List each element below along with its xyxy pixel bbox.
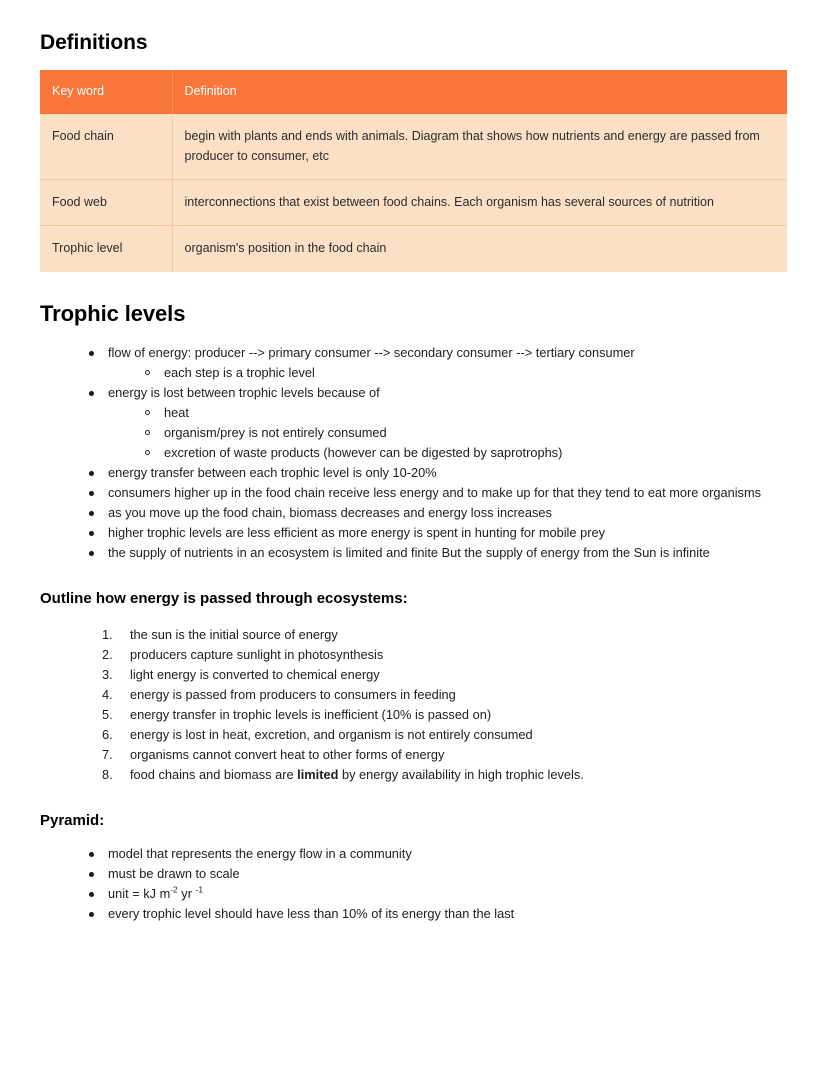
list-item: every trophic level should have less than 10% of its energy than the last (86, 904, 788, 924)
list-item (142, 443, 788, 463)
list-item-text: heat (164, 404, 189, 420)
list-item (86, 884, 788, 904)
table-row (40, 180, 787, 226)
list-item (102, 765, 788, 785)
cell-definition: begin with plants and ends with animals. Diagram that shows how nutrients and energy are passed from producer to consumer, etc (172, 114, 787, 180)
pyramid-list (40, 830, 788, 924)
list-item: consumers higher up in the food chain receive less energy and to make up for that they tend to eat more organisms (86, 483, 788, 503)
pyramid-heading: Pyramid: (40, 811, 105, 829)
list-item (142, 403, 788, 423)
list-item-text: organism/prey is not entirely consumed (164, 424, 387, 440)
step-text-before: food chains and biomass are (130, 766, 298, 782)
trophic-sublist (108, 363, 788, 383)
list-item-text: energy is lost between trophic levels because of (108, 384, 380, 400)
cell-key-word: Food chain (40, 114, 172, 180)
list-item: energy transfer in trophic levels is inefficient (10% is passed on) (130, 706, 492, 722)
list-item-text: each step is a trophic level (164, 364, 315, 380)
table-row (40, 114, 787, 180)
trophic-sublist (108, 403, 788, 463)
list-item-text: excretion of waste products (however can be digested by saprotrophs) (164, 444, 563, 460)
cell-key-word: Trophic level (40, 226, 172, 272)
list-item: must be drawn to scale (86, 864, 788, 884)
list-item: organisms cannot convert heat to other forms of energy (130, 746, 445, 762)
step-text-bold: limited (297, 766, 339, 782)
step-text-after: by energy availability in high trophic levels. (338, 766, 584, 782)
list-item: the supply of nutrients in an ecosystem is limited and finite But the supply of energy from the Sun is infinite (86, 543, 788, 563)
list-item: light energy is converted to chemical energy (130, 666, 380, 682)
unit-prefix: unit = kJ m (108, 886, 171, 902)
trophic-levels-list (40, 327, 788, 562)
outline-steps-list (40, 609, 788, 785)
trophic-levels-heading: Trophic levels (40, 300, 186, 326)
table-row (40, 226, 787, 272)
unit-exponent-year: -1 (195, 884, 204, 895)
list-item: energy is passed from producers to consumers in feeding (130, 686, 456, 702)
list-item: energy is lost in heat, excretion, and organism is not entirely consumed (130, 726, 533, 742)
column-header-definition: Definition (172, 70, 787, 113)
list-item: as you move up the food chain, biomass decreases and energy loss increases (86, 503, 788, 523)
list-item (86, 383, 788, 463)
unit-middle: yr (177, 886, 196, 902)
list-item: model that represents the energy flow in a community (86, 844, 788, 864)
definitions-heading: Definitions (40, 31, 148, 54)
list-item (142, 363, 788, 383)
list-item-text: flow of energy: producer --> primary consumer --> secondary consumer --> tertiary consumer (108, 345, 635, 360)
list-item: energy transfer between each trophic level is only 10-20% (86, 463, 788, 483)
definitions-table (40, 70, 787, 271)
outline-heading: Outline how energy is passed through ecosystems: (40, 590, 408, 608)
cell-definition: organism's position in the food chain (172, 226, 787, 272)
column-header-key-word: Key word (40, 70, 172, 113)
list-item: producers capture sunlight in photosynthesis (130, 646, 384, 662)
list-item: higher trophic levels are less efficient as more energy is spent in hunting for mobile prey (86, 523, 788, 543)
unit-exponent-area: -2 (170, 884, 178, 895)
cell-definition: interconnections that exist between food chains. Each organism has several sources of nutrition (172, 180, 787, 226)
list-item (86, 343, 788, 383)
cell-key-word: Food web (40, 180, 172, 226)
table-header-row (40, 70, 787, 113)
list-item: the sun is the initial source of energy (130, 626, 338, 642)
list-item (142, 423, 788, 443)
